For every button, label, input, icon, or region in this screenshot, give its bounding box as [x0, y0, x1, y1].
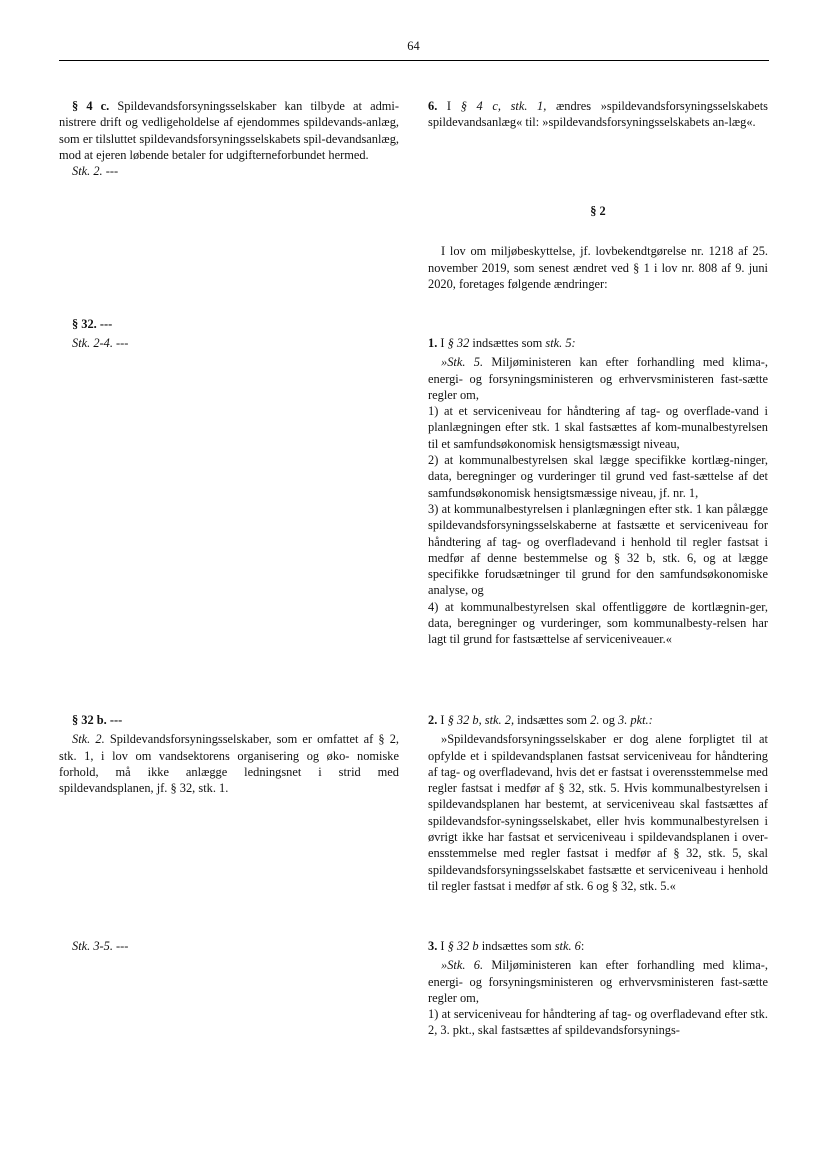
item-1-point-3 — [428, 501, 768, 599]
text-line: for håndtering af tag- og overfladevand, hvis det er fastsat — [428, 748, 768, 779]
item-2-intro — [428, 712, 768, 728]
text-line: sætte regler om, — [428, 974, 768, 1005]
text-line: kan pålægge spildevandsforsyningsselskaberne at fastsætte — [428, 501, 768, 533]
text-line: energi- og forsyningsministeren og erhvervsministeren fast- — [428, 371, 743, 386]
item-1-reference-2: stk. 5: — [545, 336, 576, 350]
item-2-reference: § 32 b, stk. 2, — [447, 713, 515, 727]
section-32b-stk35 — [59, 938, 399, 954]
section-4c-mark: § 4 c. — [72, 99, 110, 113]
text-line: ger, data, beregninger og vurderinger, som kommunalbesty- — [428, 599, 768, 631]
text-line: læg«. — [728, 115, 756, 130]
text-line: § 32 b, stk. 6, og at lægge specifikke forudsætninger til — [428, 550, 768, 582]
text-line: af § 2, stk. 1, i lov om vandsektorens organisering og øko- — [59, 732, 399, 763]
text-line: til at opfylde et i spildevandsplanen fastsat serviceniveau — [428, 732, 768, 763]
item-1-point-1 — [428, 403, 768, 452]
text-line: ikke har fastsat et serviceniveau i spildevandsplanen i over- — [462, 830, 768, 845]
section-32b-current — [59, 712, 399, 796]
text-line: 1) at serviceniveau for håndtering af tag- og overfladevand — [428, 1007, 722, 1022]
item-1-point-4 — [428, 599, 768, 648]
text-line: et serviceniveau for håndtering af tag- og overfladevand i — [428, 518, 768, 549]
text-line: spildevandsplanen, jf. § 32, stk. 1. — [59, 781, 229, 796]
amendment-item-2 — [428, 712, 768, 894]
section-2 — [428, 203, 768, 292]
text-line: 3) at kommunalbestyrelsen i planlægningen efter stk. 1 — [428, 501, 703, 516]
text-fragment: indsættes som — [469, 336, 546, 350]
text-line: munalbestyrelsen til et samfundsøkonomisk hensigtsmæssigt — [428, 420, 768, 451]
item-1-point-2 — [428, 452, 768, 501]
text-line: bestemt, at serviceniveau skal fastsættes af spildevandsfor- — [428, 797, 768, 828]
section-4c-stk2: Stk. 2. --- — [72, 164, 119, 179]
text-line: energi- og forsyningsministeren og erhvervsministeren fast- — [428, 974, 743, 989]
text-line: anlæg, som er tilsluttet spildevandsforsyningsselskabets spil- — [59, 115, 399, 146]
text-line: ændres »spildevandsforsyningsselskabets — [546, 99, 768, 113]
text-line: Miljøministeren kan efter forhandling med klima-, — [483, 958, 768, 973]
text-line: efter stk. 2, 3. pkt., skal fastsættes af spildevandsforsynings- — [428, 1007, 768, 1038]
amendment-item-3 — [428, 938, 768, 1039]
text-fragment: indsættes som — [514, 713, 591, 727]
text-line: stk. 5. Hvis kommunalbestyrelsen i spildevandsplanen har — [428, 781, 768, 812]
item-2-number: 2. — [428, 713, 438, 727]
item-3-point-1 — [428, 1006, 768, 1039]
text-fragment: I — [437, 336, 448, 350]
text-line: grund for den samfundsøkonomiske analyse, og — [428, 567, 768, 598]
text-fragment: I — [437, 713, 448, 727]
item-2-reference-2: 2. — [590, 713, 600, 727]
section-4c-text — [59, 98, 399, 163]
section-32b-text — [59, 731, 399, 796]
item-1-stk5-label: »Stk. 5. — [441, 355, 484, 370]
item-3-reference: § 32 b — [447, 939, 479, 953]
section-32b-stk2-label: Stk. 2. — [72, 732, 105, 747]
section-2-heading: § 2 — [590, 204, 606, 218]
section-32-current — [59, 316, 399, 352]
text-line: 808 af 9. juni 2020, foretages følgende ændringer: — [428, 260, 768, 291]
item-2-reference-3: 3. pkt.: — [618, 713, 653, 727]
text-line: nistrere drift og vedligeholdelse af ejendommes spildevands- — [59, 115, 367, 130]
text-line: ninger, data, beregninger og vurderinger til grund ved fast- — [428, 453, 768, 484]
text-line: sættelse af det samfundsøkonomisk hensigtsmæssige niveau, — [428, 469, 768, 500]
item-6-text — [428, 98, 768, 131]
item-1-stk5-para — [428, 354, 768, 403]
section-2-intro — [428, 243, 768, 292]
text-line: 1) at et serviceniveau for håndtering af tag- og overflade- — [428, 404, 735, 419]
text-line: 2) at kommunalbestyrelsen skal lægge specifikke kortlæg- — [428, 453, 734, 468]
text-line: sætte regler om, — [428, 371, 768, 402]
text-line: nomiske forhold, må ikke anlægge ledningsnet i strid med — [59, 748, 399, 779]
item-3-stk6-label: »Stk. 6. — [441, 958, 484, 973]
amendment-item-6 — [428, 98, 768, 131]
page-number: 64 — [407, 39, 420, 53]
section-32b-stk35-text: Stk. 3-5. --- — [72, 939, 129, 953]
text-line: forbundet hermed. — [277, 147, 369, 162]
section-32-stk: Stk. 2-4. --- — [72, 336, 129, 351]
text-line: 4) at kommunalbestyrelsen skal offentliggøre de kortlægnin- — [428, 599, 750, 614]
item-1-reference: § 32 — [447, 336, 470, 350]
text-line: Spildevandsforsyningsselskaber, som er omfattet — [104, 732, 359, 747]
text-line: Spildevandsforsyningsselskaber kan tilbyde at admi- — [109, 99, 399, 113]
text-fragment: og — [599, 713, 619, 727]
text-line: vand i planlægningen efter stk. 1 skal fastsættes af kom- — [428, 404, 768, 435]
text-line: ensstemmelse med regler fastsat i medfør af § 32, stk. 5, skal — [428, 846, 768, 861]
item-2-text — [428, 731, 768, 894]
section-4c-current — [59, 98, 399, 179]
item-3-number: 3. — [428, 939, 438, 953]
text-line: devandsanlæg, mod at ejeren løbende betaler for udgifterne — [59, 131, 399, 162]
text-fragment: indsættes som — [478, 939, 555, 953]
item-1-number: 1. — [428, 336, 438, 350]
text-line: I lov om miljøbeskyttelse, jf. lovbekendtgørelse nr. 1218 — [441, 244, 734, 259]
text-line: spildevandsforsyningsselskabet fastsætte et serviceniveau i — [428, 862, 725, 877]
text-line: henhold til regler fastsat i medfør af denne bestemmelse og — [428, 534, 768, 565]
text-fragment: I — [437, 939, 448, 953]
text-line: niveau, — [643, 436, 680, 451]
item-3-intro — [428, 938, 768, 954]
text-line: syningsselskabet, eller hvis kommunalbestyrelsen i øvrigt — [428, 813, 768, 845]
text-line: af 25. november 2019, som senest ændret ved § 1 i lov nr. — [428, 244, 768, 275]
item-3-reference-2: stk. 6 — [554, 939, 581, 953]
text-line: spildevandsanlæg« til: »spildevandsforsyningsselskabets an- — [428, 115, 729, 130]
text-line: jf. nr. 1, — [659, 485, 699, 500]
header-rule — [59, 60, 769, 61]
item-3-stk6-para — [428, 957, 768, 1006]
section-32b-heading: § 32 b. --- — [72, 713, 123, 727]
text-line: Miljøministeren kan efter forhandling med klima-, — [483, 355, 768, 370]
text-line: henhold til regler fastsat i medfør af stk. 6 og § 32, stk. 5.« — [428, 862, 768, 893]
text-fragment: : — [580, 939, 585, 953]
text-line: relsen har lagt til grund for fastsættelse af serviceniveauer.« — [428, 616, 768, 647]
item-6-reference: § 4 c, stk. 1, — [460, 99, 547, 113]
text-line: i overensstemmelse med regler fastsat i medfør af § 32, — [428, 764, 769, 796]
section-32-heading: § 32. --- — [72, 317, 113, 331]
item-6-number: 6. — [428, 99, 438, 113]
item-1-intro — [428, 335, 768, 351]
text-line: »Spildevandsforsyningsselskaber er dog alene forpligtet — [441, 732, 735, 747]
amendment-item-1 — [428, 335, 768, 648]
text-fragment: I — [437, 99, 461, 113]
